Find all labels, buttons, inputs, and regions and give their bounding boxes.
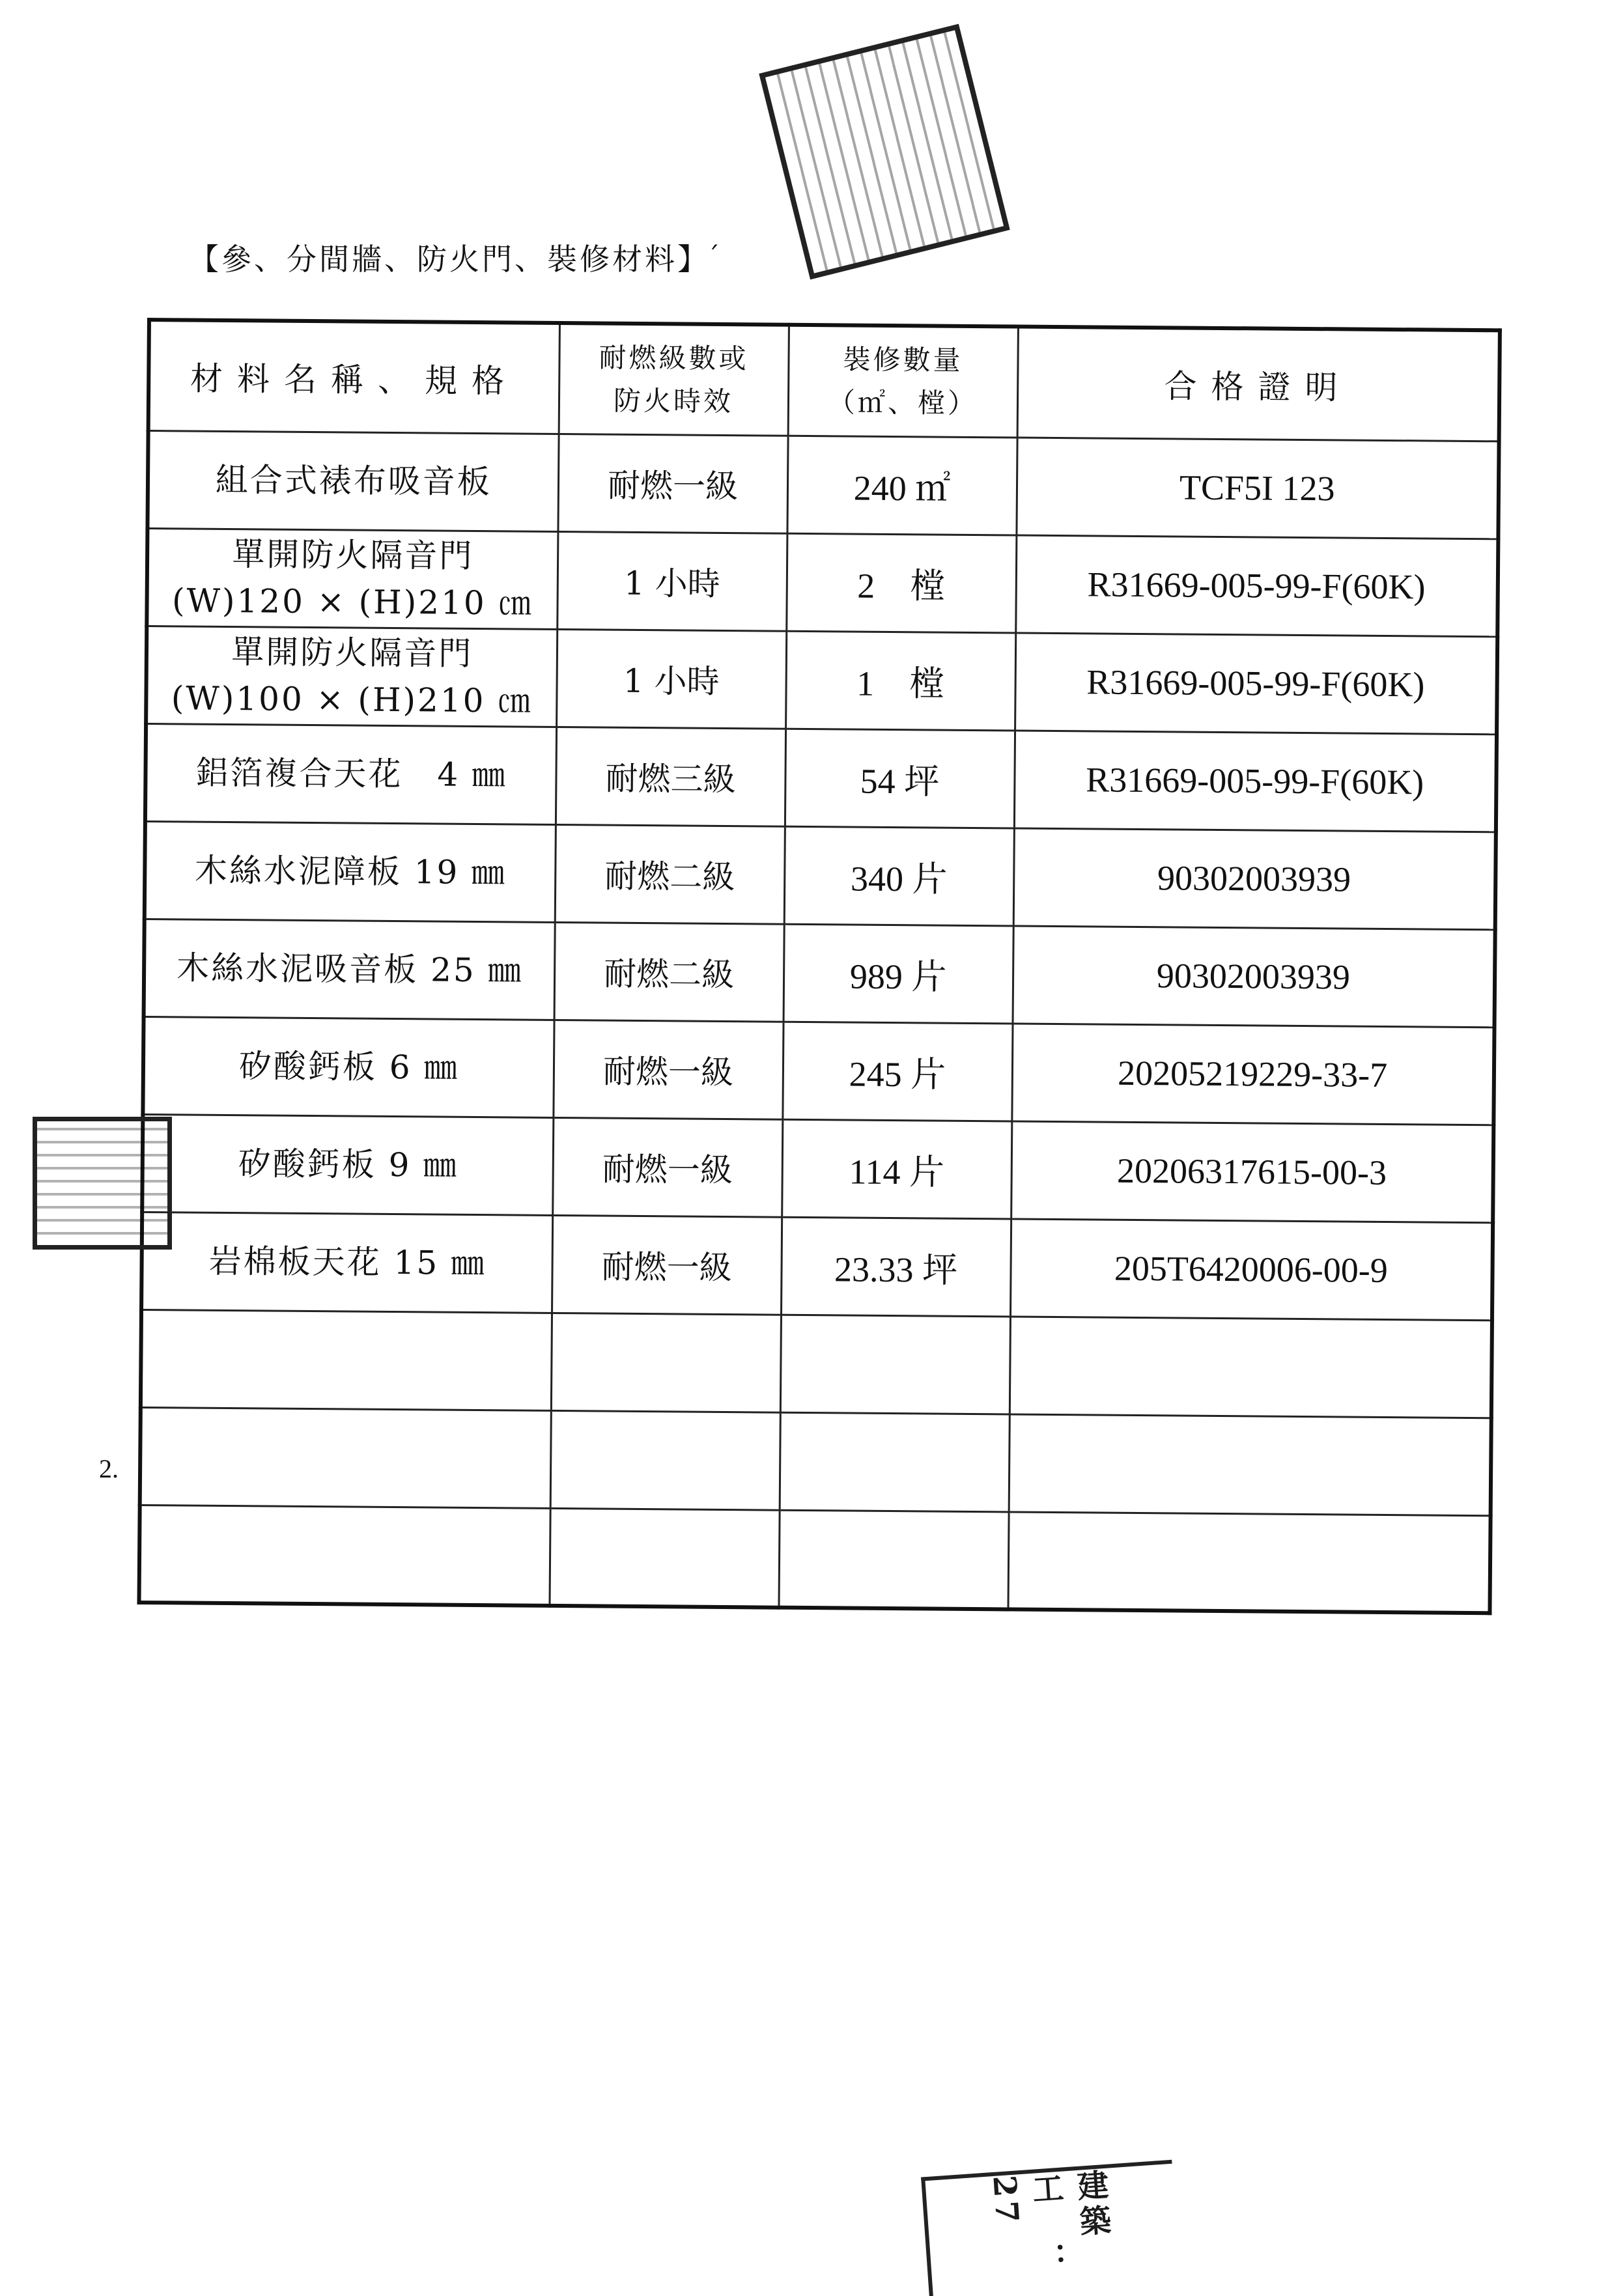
material-name-cell bbox=[145, 821, 556, 922]
material-name-line2 bbox=[147, 1553, 543, 1556]
page-number: 2. bbox=[99, 1454, 119, 1483]
seal-stamp-left bbox=[33, 1117, 172, 1250]
fire-rating-cell bbox=[550, 1410, 780, 1510]
header-fire-rating-line1: 耐燃級數或 bbox=[599, 341, 749, 375]
fire-rating-cell: 1 小時 bbox=[556, 629, 786, 729]
material-name-line1: 岩棉板天花 15 ㎜ bbox=[208, 1242, 487, 1283]
quantity-cell: 2 樘 bbox=[786, 533, 1016, 633]
certificate-cell: R31669-005-99-F(60K) bbox=[1015, 632, 1497, 734]
material-name-line2: (W)120 × (H)210 ㎝ bbox=[171, 581, 533, 623]
table-row bbox=[141, 1212, 1493, 1320]
fire-rating-cell: 耐燃二級 bbox=[555, 824, 785, 924]
material-name-cell bbox=[141, 1212, 552, 1313]
certificate-cell: 90302003939 bbox=[1013, 925, 1495, 1027]
tick-mark: ˊ bbox=[707, 242, 720, 272]
table-row bbox=[145, 821, 1496, 929]
header-fire-rating bbox=[559, 323, 789, 436]
fire-rating-cell: 耐燃一級 bbox=[553, 1020, 783, 1119]
seal-bottom-text: 建築 工 ：27 bbox=[985, 2168, 1115, 2280]
material-name-line1: 鋁箔複合天花 4 ㎜ bbox=[195, 753, 507, 794]
certificate-cell: R31669-005-99-F(60K) bbox=[1014, 730, 1497, 832]
certificate-cell bbox=[1010, 1316, 1492, 1418]
quantity-cell: 1 樘 bbox=[785, 631, 1015, 731]
material-name-line2 bbox=[148, 1358, 544, 1362]
certificate-cell bbox=[1009, 1414, 1491, 1515]
header-certificate: 合格證明 bbox=[1017, 327, 1500, 441]
table-row bbox=[141, 1309, 1492, 1418]
material-name-cell bbox=[143, 1016, 554, 1117]
quantity-cell: 989 片 bbox=[784, 924, 1013, 1024]
seal-stamp-top bbox=[759, 24, 1010, 280]
material-name-line1 bbox=[147, 1553, 543, 1556]
header-quantity bbox=[788, 325, 1018, 438]
table-row bbox=[147, 430, 1499, 539]
certificate-cell: 90302003939 bbox=[1013, 828, 1496, 929]
table-row bbox=[146, 626, 1497, 734]
table-row bbox=[140, 1407, 1491, 1515]
material-name-cell bbox=[146, 626, 557, 727]
certificate-cell: R31669-005-99-F(60K) bbox=[1015, 535, 1498, 636]
fire-rating-cell: 耐燃三級 bbox=[556, 727, 785, 826]
material-name-cell bbox=[141, 1309, 552, 1410]
fire-rating-cell bbox=[551, 1313, 781, 1412]
material-name-line1: 矽酸鈣板 6 ㎜ bbox=[238, 1047, 459, 1087]
certificate-cell: TCF5I 123 bbox=[1016, 437, 1499, 539]
material-name-cell bbox=[147, 528, 558, 629]
material-name-cell bbox=[145, 723, 556, 824]
table-row bbox=[145, 723, 1497, 832]
quantity-cell: 114 片 bbox=[782, 1119, 1011, 1219]
fire-rating-cell: 耐燃一級 bbox=[552, 1215, 782, 1315]
section-heading: 【參、分間牆、防火門、裝修材料】 bbox=[189, 242, 710, 277]
fire-rating-cell: 耐燃二級 bbox=[554, 922, 784, 1022]
certificate-cell: 20205219229-33-7 bbox=[1011, 1023, 1494, 1125]
material-name-line2 bbox=[147, 1456, 544, 1459]
material-name-cell bbox=[144, 919, 555, 1020]
table-row bbox=[139, 1505, 1491, 1613]
table-header-row bbox=[148, 320, 1500, 441]
certificate-cell: 20206317615-00-3 bbox=[1011, 1121, 1493, 1222]
materials-table bbox=[137, 318, 1501, 1615]
material-name-cell bbox=[147, 430, 558, 531]
header-quantity-line1: 裝修數量 bbox=[843, 343, 963, 376]
material-name-line1: 矽酸鈣板 9 ㎜ bbox=[238, 1145, 459, 1184]
table-row bbox=[143, 1016, 1494, 1125]
table-row bbox=[142, 1114, 1493, 1222]
certificate-cell bbox=[1008, 1511, 1490, 1613]
material-name-line1: 木絲水泥吸音板 25 ㎜ bbox=[176, 949, 523, 990]
quantity-cell bbox=[780, 1412, 1010, 1512]
table-row bbox=[144, 919, 1495, 1027]
header-quantity-line2: （㎡、樘） bbox=[827, 385, 978, 419]
material-name-line1 bbox=[147, 1456, 544, 1459]
quantity-cell: 245 片 bbox=[782, 1022, 1012, 1121]
materials-table-wrapper bbox=[137, 318, 1497, 1615]
certificate-cell: 205T6420006-00-9 bbox=[1010, 1218, 1493, 1320]
seal-stamp-bottom bbox=[921, 2160, 1180, 2296]
quantity-cell bbox=[778, 1510, 1008, 1610]
material-name-cell bbox=[140, 1407, 551, 1508]
quantity-cell: 23.33 坪 bbox=[781, 1217, 1011, 1317]
material-name-line1 bbox=[148, 1358, 544, 1362]
material-name-line2: (W)100 × (H)210 ㎝ bbox=[171, 679, 533, 720]
material-name-line1: 單開防火隔音門 bbox=[231, 633, 473, 673]
quantity-cell: 240 ㎡ bbox=[787, 436, 1017, 535]
material-name-line1: 組合式裱布吸音板 bbox=[215, 460, 492, 501]
fire-rating-cell: 1 小時 bbox=[557, 531, 787, 631]
material-name-cell bbox=[139, 1505, 550, 1606]
header-material-name: 材料名稱、規格 bbox=[148, 320, 559, 434]
quantity-cell bbox=[780, 1315, 1010, 1414]
fire-rating-cell bbox=[549, 1508, 779, 1608]
quantity-cell: 340 片 bbox=[784, 826, 1014, 926]
material-name-line1: 單開防火隔音門 bbox=[232, 535, 474, 575]
material-name-line1: 木絲水泥障板 19 ㎜ bbox=[194, 851, 507, 892]
material-name-cell bbox=[142, 1114, 553, 1215]
fire-rating-cell: 耐燃一級 bbox=[558, 434, 787, 533]
header-fire-rating-line2: 防火時效 bbox=[613, 384, 734, 417]
quantity-cell: 54 坪 bbox=[785, 729, 1015, 828]
fire-rating-cell: 耐燃一級 bbox=[552, 1117, 782, 1217]
table-row bbox=[147, 528, 1498, 636]
